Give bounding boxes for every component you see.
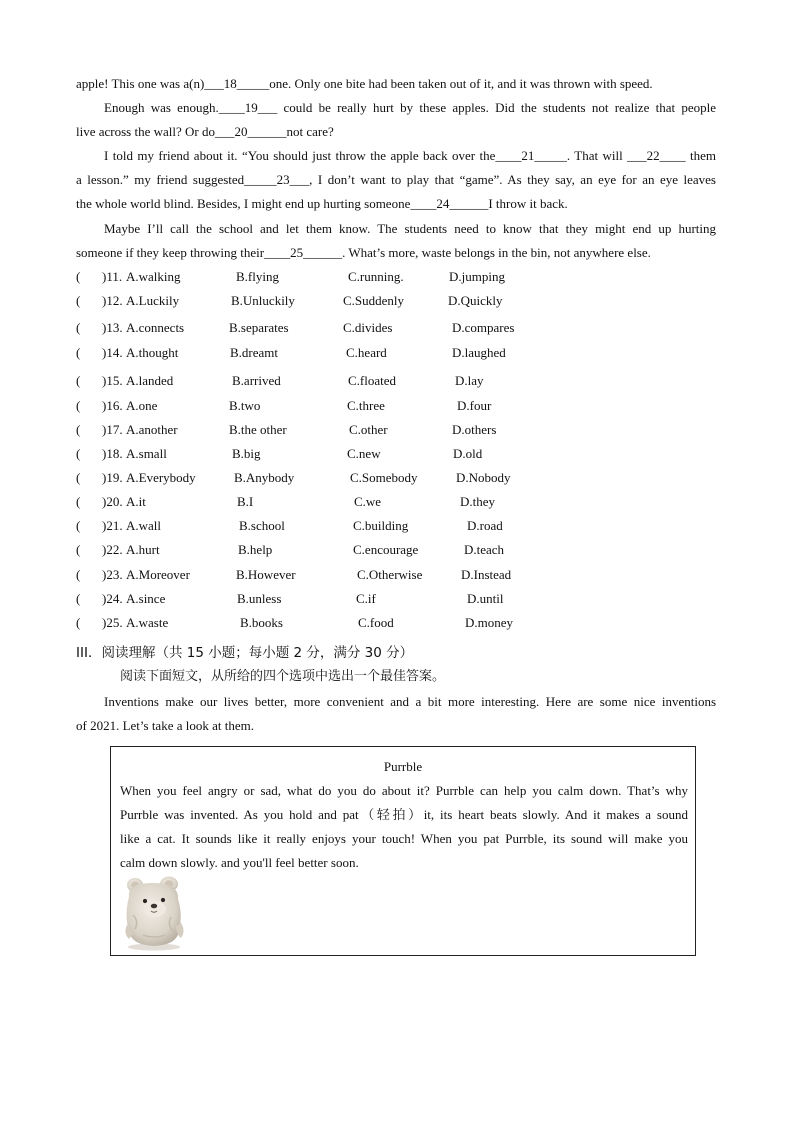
option-c: C.we xyxy=(354,494,382,509)
passage-line: Maybe I’ll call the school and let them know. The students need to know that they might end up hurting xyxy=(104,221,716,236)
passage-paragraph-1 xyxy=(76,72,716,96)
question-number: )11. xyxy=(102,269,123,284)
option-b: B.books xyxy=(240,615,283,630)
option-d: D.four xyxy=(457,398,492,413)
answer-bracket[interactable]: ( xyxy=(76,373,81,388)
option-a: A.one xyxy=(126,398,158,413)
option-c: C.floated xyxy=(348,373,397,388)
option-c: C.building xyxy=(353,518,409,533)
passage-line: the whole world blind. Besides, I might end up hurting someone____24______I throw it back. xyxy=(76,196,568,211)
option-a: A.small xyxy=(126,446,167,461)
option-a: A.since xyxy=(126,591,166,606)
question-row xyxy=(76,490,636,514)
box-title: Purrble xyxy=(383,759,423,774)
question-row xyxy=(76,514,636,538)
answer-bracket[interactable]: ( xyxy=(76,345,81,360)
option-a: A.Luckily xyxy=(126,293,180,308)
passage-line: I told my friend about it. “You should just throw the apple back over the____21_____. That will ___22____ them xyxy=(104,148,716,163)
invention-box-purrble xyxy=(110,746,696,956)
option-d: D.Quickly xyxy=(448,293,503,308)
option-d: D.jumping xyxy=(449,269,505,284)
option-b: B.flying xyxy=(236,269,279,284)
question-row xyxy=(76,341,636,365)
option-d: D.Instead xyxy=(461,567,512,582)
option-c: C.other xyxy=(349,422,388,437)
option-c: C.Suddenly xyxy=(343,293,405,308)
answer-bracket[interactable]: ( xyxy=(76,615,81,630)
passage-line: live across the wall? Or do___20______not care? xyxy=(76,124,334,139)
option-a: A.waste xyxy=(126,615,169,630)
option-a: A.connects xyxy=(126,320,185,335)
box-line: Purrble was invented. As you hold and pat（轻拍）it, its heart beats slowly. And it makes a sound xyxy=(120,807,688,822)
question-number: )12. xyxy=(102,293,123,308)
option-c: C.three xyxy=(347,398,385,413)
option-d: D.Nobody xyxy=(456,470,511,485)
answer-bracket[interactable]: ( xyxy=(76,494,81,509)
question-row xyxy=(76,369,636,393)
option-d: D.lay xyxy=(455,373,484,388)
question-row xyxy=(76,587,636,611)
question-number: )24. xyxy=(102,591,123,606)
option-b: B.separates xyxy=(229,320,289,335)
option-a: A.Everybody xyxy=(126,470,196,485)
question-row xyxy=(76,394,636,418)
question-number: )17. xyxy=(102,422,123,437)
question-number: )16. xyxy=(102,398,123,413)
purrble-toy-image xyxy=(121,875,187,951)
option-c: C.food xyxy=(358,615,394,630)
answer-bracket[interactable]: ( xyxy=(76,446,81,461)
answer-bracket[interactable]: ( xyxy=(76,567,81,582)
option-c: C.running. xyxy=(348,269,404,284)
question-number: )14. xyxy=(102,345,123,360)
answer-bracket[interactable]: ( xyxy=(76,518,81,533)
answer-bracket[interactable]: ( xyxy=(76,398,81,413)
box-line: When you feel angry or sad, what do you do about it? Purrble can help you calm down. That’s why xyxy=(120,783,688,798)
option-a: A.hurt xyxy=(126,542,160,557)
passage-paragraph-2 xyxy=(76,96,716,144)
option-d: D.laughed xyxy=(452,345,506,360)
question-number: )13. xyxy=(102,320,123,335)
option-c: C.encourage xyxy=(353,542,419,557)
option-d: D.others xyxy=(452,422,497,437)
box-line: calm down slowly. and you'll feel better soon. xyxy=(120,855,359,870)
intro-line: Inventions make our lives better, more convenient and a bit more interesting. Here are some nice inventions xyxy=(104,694,716,709)
question-number: )21. xyxy=(102,518,123,533)
option-a: A.Moreover xyxy=(126,567,190,582)
passage-paragraph-3 xyxy=(76,144,716,216)
option-c: C.Otherwise xyxy=(357,567,423,582)
intro-paragraph xyxy=(76,690,716,738)
option-d: D.until xyxy=(467,591,504,606)
option-d: D.they xyxy=(460,494,496,509)
question-number: )19. xyxy=(102,470,123,485)
option-b: B.dreamt xyxy=(230,345,279,360)
passage-paragraph-4 xyxy=(76,217,716,265)
answer-bracket[interactable]: ( xyxy=(76,470,81,485)
question-row xyxy=(76,442,636,466)
option-b: B.unless xyxy=(237,591,282,606)
answer-bracket[interactable]: ( xyxy=(76,320,81,335)
option-a: A.wall xyxy=(126,518,162,533)
question-row xyxy=(76,611,636,635)
passage-line: apple! This one was a(n)___18_____one. Only one bite had been taken out of it, and it was thrown with speed. xyxy=(76,76,653,91)
option-b: B.Anybody xyxy=(234,470,295,485)
box-text xyxy=(120,779,688,875)
option-a: A.landed xyxy=(126,373,174,388)
answer-bracket[interactable]: ( xyxy=(76,591,81,606)
question-number: )18. xyxy=(102,446,123,461)
option-b: B.school xyxy=(239,518,285,533)
option-a: A.thought xyxy=(126,345,179,360)
option-b: B.help xyxy=(238,542,273,557)
option-b: B.the other xyxy=(229,422,287,437)
question-row xyxy=(76,418,636,442)
option-b: B.Unluckily xyxy=(231,293,295,308)
question-row xyxy=(76,538,636,562)
answer-bracket[interactable]: ( xyxy=(76,542,81,557)
question-number: )22. xyxy=(102,542,123,557)
option-b: B.two xyxy=(229,398,261,413)
option-b: B.However xyxy=(236,567,296,582)
option-b: B.arrived xyxy=(232,373,281,388)
option-d: D.road xyxy=(467,518,503,533)
option-a: A.another xyxy=(126,422,178,437)
option-c: C.divides xyxy=(343,320,393,335)
option-c: C.new xyxy=(347,446,381,461)
question-row xyxy=(76,316,636,340)
box-line: like a cat. It sounds like it really enjoys your touch! When you pat Purrble, its sound will make you xyxy=(120,831,688,846)
option-d: D.compares xyxy=(452,320,515,335)
option-d: D.old xyxy=(453,446,483,461)
option-b: B.big xyxy=(232,446,261,461)
option-a: A.walking xyxy=(126,269,181,284)
question-number: )25. xyxy=(102,615,123,630)
passage-line: someone if they keep throwing their____25______. What’s more, waste belongs in the bin, not anywhere else. xyxy=(76,245,651,260)
answer-bracket[interactable]: ( xyxy=(76,269,81,284)
option-c: C.if xyxy=(356,591,376,606)
option-d: D.money xyxy=(465,615,514,630)
section-instruction: 阅读下面短文，从所给的四个选项中选出一个最佳答案。 xyxy=(120,669,446,684)
answer-bracket[interactable]: ( xyxy=(76,422,81,437)
question-number: )15. xyxy=(102,373,123,388)
question-row xyxy=(76,265,636,289)
question-row xyxy=(76,289,636,313)
intro-line: of 2021. Let’s take a look at them. xyxy=(76,718,254,733)
option-d: D.teach xyxy=(464,542,505,557)
option-a: A.it xyxy=(126,494,146,509)
answer-bracket[interactable]: ( xyxy=(76,293,81,308)
passage-line: a lesson.” my friend suggested_____23___, I don’t want to play that “game”. As they say, an eye for an eye leaves xyxy=(76,172,716,187)
question-number: )20. xyxy=(102,494,123,509)
option-b: B.I xyxy=(237,494,254,509)
question-row xyxy=(76,466,636,490)
section-heading: III．阅读理解（共 15 小题；每小题 2 分，满分 30 分） xyxy=(76,645,414,661)
option-c: C.Somebody xyxy=(350,470,418,485)
passage-line: Enough was enough.____19___ could be really hurt by these apples. Did the students not realize that people xyxy=(104,100,716,115)
option-c: C.heard xyxy=(346,345,387,360)
question-row xyxy=(76,563,636,587)
question-number: )23. xyxy=(102,567,123,582)
